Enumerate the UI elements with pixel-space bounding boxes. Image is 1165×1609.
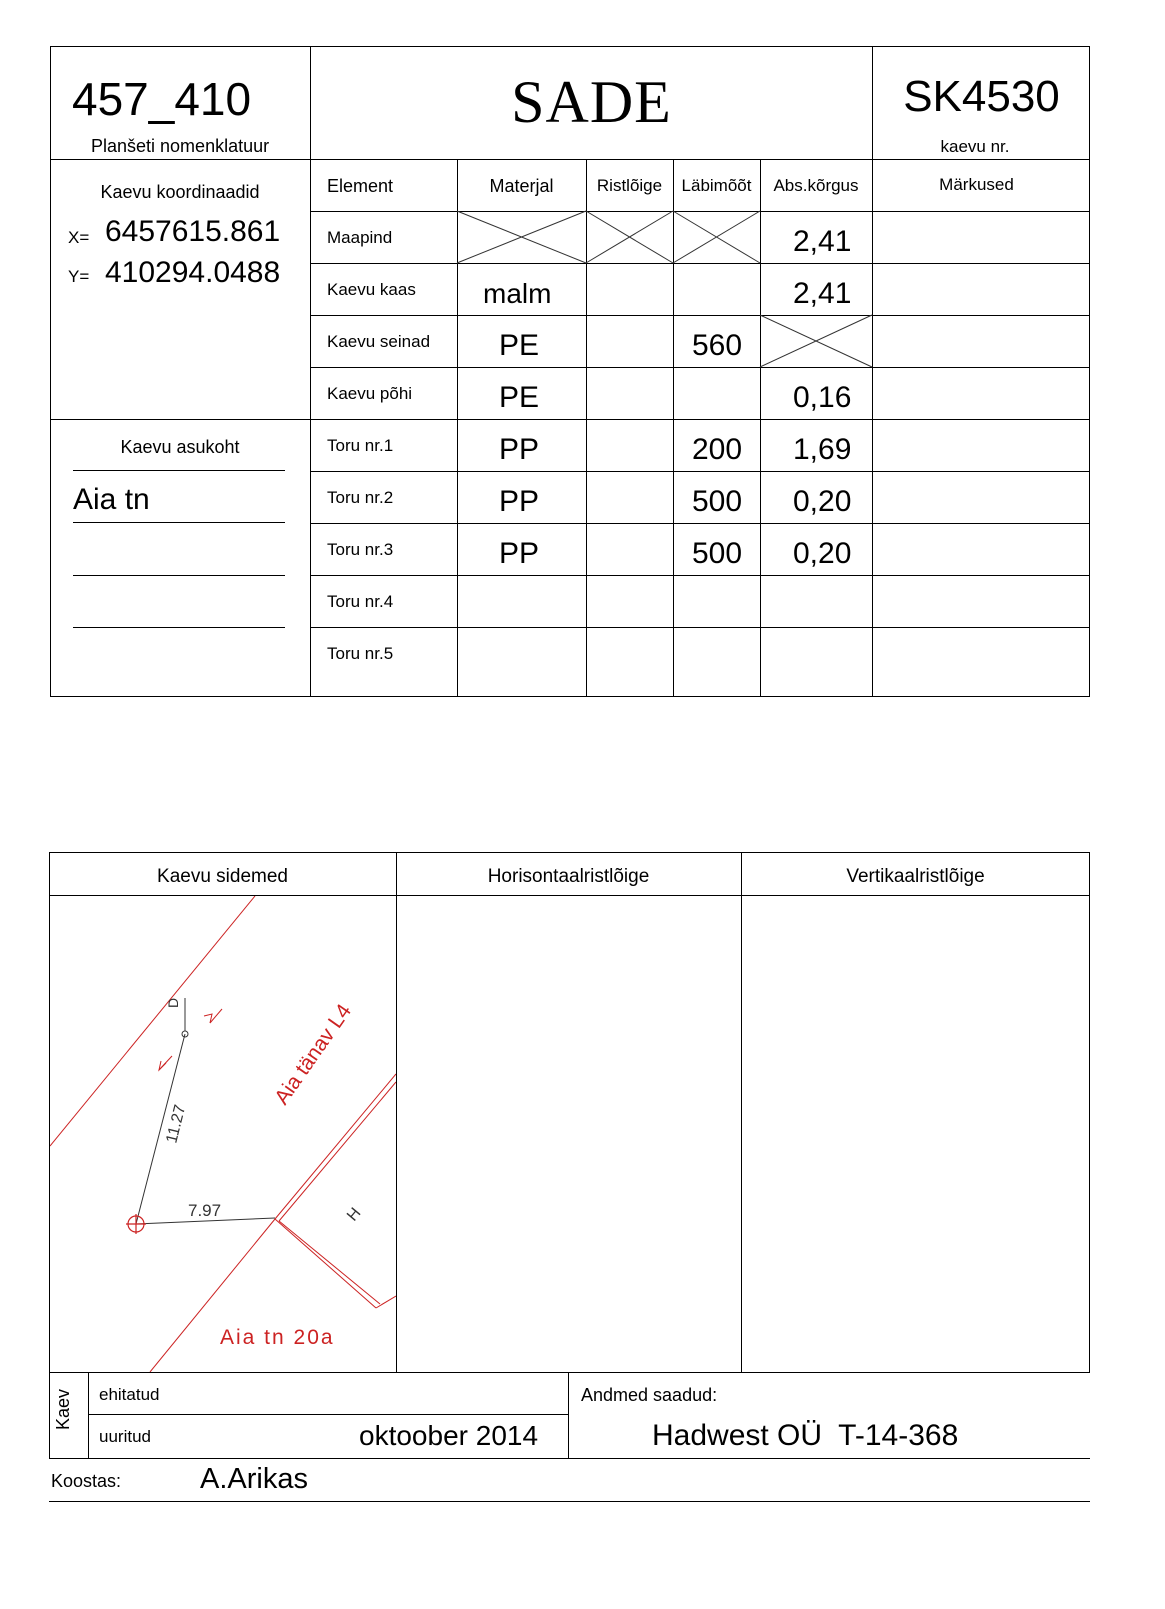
sheet-caption: Planšeti nomenklatuur: [91, 136, 270, 156]
surveyed-date: oktoober 2014: [359, 1420, 539, 1451]
well-marker: [126, 1214, 146, 1234]
divider: [49, 1458, 1090, 1459]
cell-elevation: 0,20: [793, 537, 852, 570]
not-applicable-cross: [673, 211, 761, 264]
table-row-label: Toru nr.2: [327, 488, 394, 507]
cell-elevation: 0,16: [793, 381, 852, 414]
column-header: Läbimõõt: [681, 176, 752, 195]
tie-sketch: [50, 896, 396, 1372]
panel-title-ties: Kaevu sidemed: [157, 866, 288, 887]
cell-elevation: 2,41: [793, 225, 852, 258]
table-row-label: Maapind: [327, 228, 393, 247]
column-header: Abs.kõrgus: [773, 176, 859, 195]
not-applicable-cross: [586, 211, 674, 264]
data-source-value: Hadwest OÜ T-14-368: [652, 1419, 959, 1452]
cell-material: PP: [499, 485, 540, 518]
cell-material: PP: [499, 433, 540, 466]
panel-title-vertical: Vertikaalristlõige: [846, 866, 985, 887]
location-rule: [73, 470, 285, 471]
compiled-by: A.Arikas: [200, 1463, 308, 1495]
divider: [568, 1372, 569, 1458]
x-label: X=: [68, 228, 90, 247]
location-rule: [73, 575, 285, 576]
table-row-label: Kaevu kaas: [327, 280, 416, 299]
divider: [88, 1414, 568, 1415]
location-line: Aia tn: [73, 483, 150, 516]
divider: [741, 852, 742, 1373]
column-header: Element: [327, 176, 394, 196]
divider: [50, 159, 1090, 160]
table-row-label: Kaevu põhi: [327, 384, 413, 403]
divider: [310, 575, 1090, 576]
divider: [310, 46, 311, 697]
y-label: Y=: [68, 267, 90, 286]
sheet-number: 457_410: [72, 73, 252, 125]
divider: [310, 627, 1090, 628]
cell-diameter: 500: [692, 537, 743, 570]
street-label: Aia tänav L4: [270, 1000, 357, 1109]
document-title: SADE: [511, 69, 672, 135]
building-mark: H: [344, 1204, 365, 1225]
location-rule: [73, 627, 285, 628]
well-number: SK4530: [903, 72, 1060, 121]
divider: [49, 1501, 1090, 1502]
sketch-red-lines: [50, 896, 396, 1372]
location-rule: [73, 522, 285, 523]
divider: [396, 852, 397, 1373]
cell-diameter: 200: [692, 433, 743, 466]
location-heading: Kaevu asukoht: [120, 437, 240, 457]
cell-material: PE: [499, 329, 540, 362]
cell-elevation: 1,69: [793, 433, 852, 466]
cell-elevation: 0,20: [793, 485, 852, 518]
distance-label: 7.97: [188, 1201, 222, 1220]
y-coordinate: 410294.0488: [105, 256, 281, 289]
column-header: Ristlõige: [596, 176, 663, 195]
x-coordinate: 6457615.861: [105, 215, 281, 248]
side-label: Kaev: [53, 1388, 73, 1430]
divider: [49, 1372, 1090, 1373]
divider: [50, 419, 1090, 420]
column-header: Märkused: [939, 175, 1014, 194]
built-label: ehitatud: [99, 1385, 160, 1404]
not-applicable-cross: [760, 315, 873, 368]
column-header: Materjal: [489, 176, 554, 196]
plot-label: Aia tn 20a: [220, 1326, 335, 1349]
table-row-label: Toru nr.5: [327, 644, 394, 663]
surveyed-label: uuritud: [99, 1427, 151, 1446]
data-source-label: Andmed saadud:: [581, 1385, 718, 1405]
sketch-tie-lines: [136, 998, 275, 1224]
divider: [310, 367, 1090, 368]
coordinates-heading: Kaevu koordinaadid: [100, 182, 260, 202]
not-applicable-cross: [457, 211, 587, 264]
table-row-label: Toru nr.3: [327, 540, 394, 559]
hydrant-mark: D: [165, 997, 181, 1008]
cell-material: PP: [499, 537, 540, 570]
table-row-label: Toru nr.1: [327, 436, 394, 455]
compiled-label: Koostas:: [51, 1471, 122, 1491]
divider: [88, 1372, 89, 1458]
cell-elevation: 2,41: [793, 277, 852, 310]
well-caption: kaevu nr.: [940, 137, 1010, 156]
cell-diameter: 500: [692, 485, 743, 518]
distance-label: 11.27: [163, 1103, 190, 1145]
divider: [310, 315, 1090, 316]
table-row-label: Kaevu seinad: [327, 332, 431, 351]
cell-material: PE: [499, 381, 540, 414]
table-row-label: Toru nr.4: [327, 592, 394, 611]
cell-diameter: 560: [692, 329, 743, 362]
divider: [310, 523, 1090, 524]
divider: [310, 471, 1090, 472]
panel-title-horizontal: Horisontaalristlõige: [487, 866, 650, 887]
divider: [49, 1372, 50, 1458]
cell-material: malm: [483, 278, 552, 309]
